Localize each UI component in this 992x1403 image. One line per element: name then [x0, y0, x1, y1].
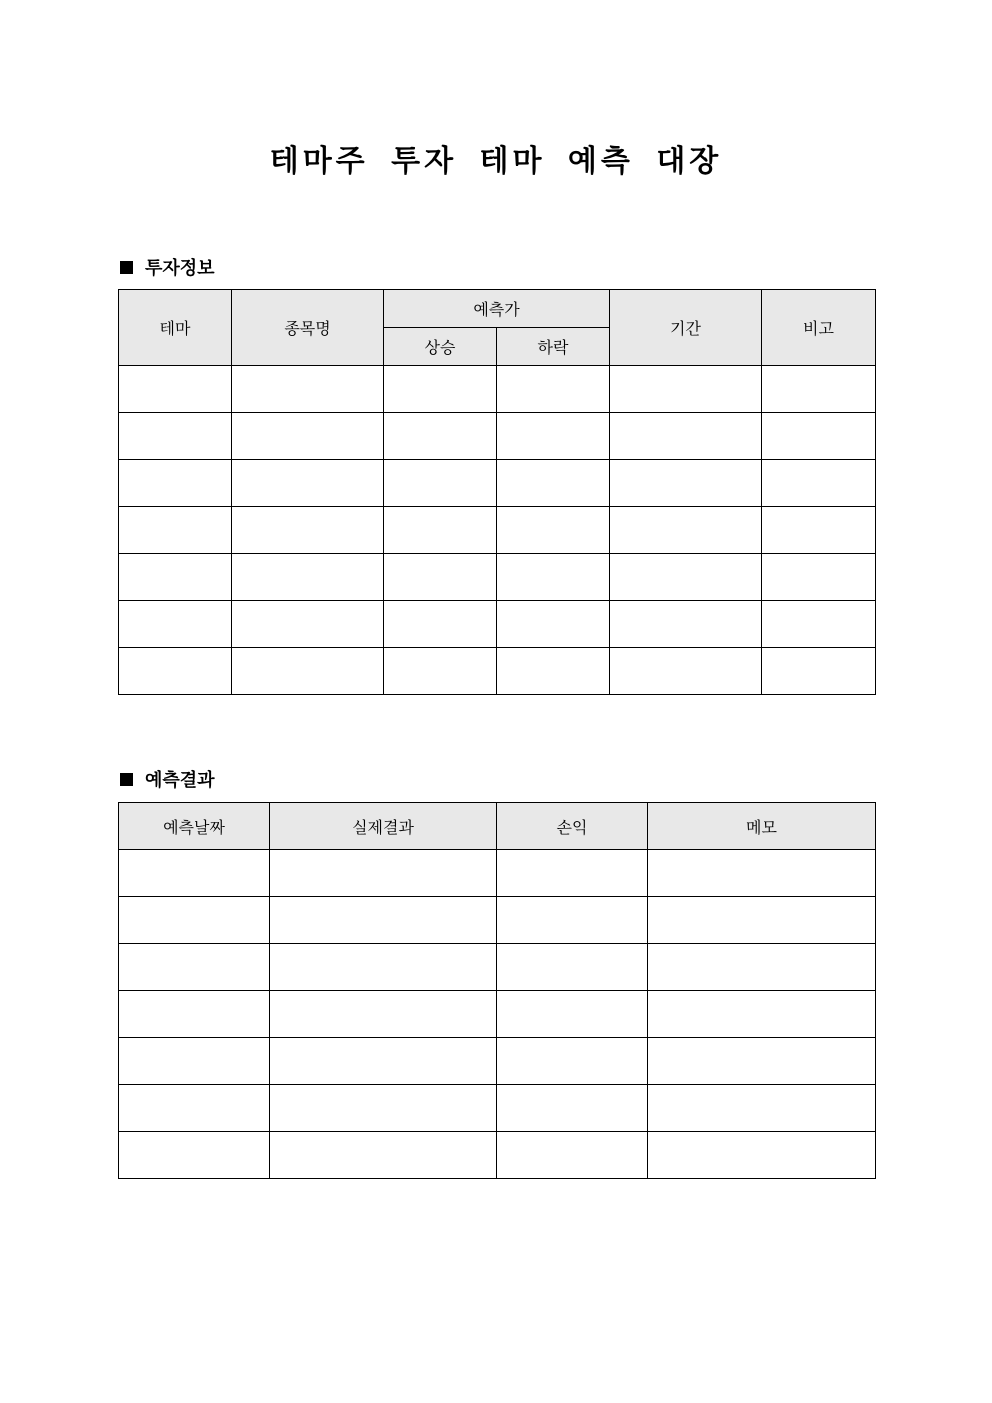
table-cell[interactable] [762, 413, 876, 460]
column-header-forecast-date: 예측날짜 [119, 803, 270, 850]
table-row [119, 366, 876, 413]
table-row [119, 944, 876, 991]
table-cell[interactable] [497, 554, 610, 601]
table-cell[interactable] [119, 601, 232, 648]
table-cell[interactable] [648, 991, 876, 1038]
column-header-forecast-price: 예측가 [384, 290, 610, 328]
table-cell[interactable] [232, 648, 384, 695]
table-cell[interactable] [762, 507, 876, 554]
table-cell[interactable] [497, 1085, 648, 1132]
table-cell[interactable] [497, 1132, 648, 1179]
table-cell[interactable] [270, 850, 497, 897]
column-header-theme: 테마 [119, 290, 232, 366]
table-cell[interactable] [762, 366, 876, 413]
table-cell[interactable] [610, 648, 762, 695]
table-cell[interactable] [610, 554, 762, 601]
table-cell[interactable] [270, 944, 497, 991]
table-cell[interactable] [119, 1038, 270, 1085]
table-cell[interactable] [497, 1038, 648, 1085]
table-row [119, 1132, 876, 1179]
square-bullet-icon [120, 773, 133, 786]
table-row [119, 601, 876, 648]
table-row [119, 460, 876, 507]
table-row [119, 1038, 876, 1085]
table-cell[interactable] [762, 648, 876, 695]
table-cell[interactable] [384, 366, 497, 413]
column-header-actual-result: 실제결과 [270, 803, 497, 850]
table-cell[interactable] [497, 413, 610, 460]
section-heading-forecast-results [118, 766, 215, 792]
column-header-fall: 하락 [497, 328, 610, 366]
table-row [119, 413, 876, 460]
table-cell[interactable] [762, 554, 876, 601]
table-cell[interactable] [119, 1132, 270, 1179]
table-cell[interactable] [384, 601, 497, 648]
table-cell[interactable] [497, 991, 648, 1038]
table-cell[interactable] [648, 850, 876, 897]
table-cell[interactable] [270, 991, 497, 1038]
table-row [119, 850, 876, 897]
table-cell[interactable] [762, 601, 876, 648]
table-cell[interactable] [384, 460, 497, 507]
table-cell[interactable] [232, 366, 384, 413]
table-cell[interactable] [497, 648, 610, 695]
table-row [119, 554, 876, 601]
column-header-remarks: 비고 [762, 290, 876, 366]
table-cell[interactable] [119, 648, 232, 695]
table-cell[interactable] [384, 554, 497, 601]
table-cell[interactable] [119, 554, 232, 601]
forecast-results-table [118, 802, 876, 1179]
table-cell[interactable] [648, 897, 876, 944]
column-header-stock-name: 종목명 [232, 290, 384, 366]
table-cell[interactable] [384, 648, 497, 695]
table-cell[interactable] [270, 897, 497, 944]
table-cell[interactable] [497, 460, 610, 507]
section-heading-investment-info [118, 254, 215, 280]
table-row [119, 897, 876, 944]
table-cell[interactable] [270, 1038, 497, 1085]
table-cell[interactable] [119, 944, 270, 991]
table-cell[interactable] [119, 413, 232, 460]
table-cell[interactable] [232, 601, 384, 648]
table-cell[interactable] [648, 1132, 876, 1179]
table-cell[interactable] [610, 413, 762, 460]
table-cell[interactable] [610, 460, 762, 507]
table-cell[interactable] [497, 601, 610, 648]
table-cell[interactable] [119, 366, 232, 413]
table-row [119, 648, 876, 695]
table-cell[interactable] [232, 554, 384, 601]
table-cell[interactable] [119, 897, 270, 944]
column-header-memo: 메모 [648, 803, 876, 850]
section-heading-label: 투자정보 [145, 258, 215, 279]
table-cell[interactable] [119, 991, 270, 1038]
table-cell[interactable] [119, 1085, 270, 1132]
square-bullet-icon [120, 261, 133, 274]
table-cell[interactable] [497, 366, 610, 413]
table-cell[interactable] [610, 366, 762, 413]
section-heading-label: 예측결과 [145, 770, 215, 791]
table-cell[interactable] [119, 507, 232, 554]
investment-info-table [118, 289, 876, 695]
table-cell[interactable] [610, 507, 762, 554]
table-cell[interactable] [610, 601, 762, 648]
table-cell[interactable] [119, 460, 232, 507]
table-cell[interactable] [119, 850, 270, 897]
table-row [119, 991, 876, 1038]
table-cell[interactable] [497, 897, 648, 944]
table-cell[interactable] [648, 944, 876, 991]
column-header-rise: 상승 [384, 328, 497, 366]
table-cell[interactable] [497, 850, 648, 897]
table-row [119, 507, 876, 554]
table-cell[interactable] [497, 507, 610, 554]
table-cell[interactable] [232, 460, 384, 507]
table-cell[interactable] [232, 413, 384, 460]
column-header-profit-loss: 손익 [497, 803, 648, 850]
table-cell[interactable] [497, 944, 648, 991]
table-cell[interactable] [384, 413, 497, 460]
column-header-period: 기간 [610, 290, 762, 366]
table-cell[interactable] [270, 1085, 497, 1132]
table-row [119, 1085, 876, 1132]
table-cell[interactable] [648, 1085, 876, 1132]
table-cell[interactable] [270, 1132, 497, 1179]
table-cell[interactable] [762, 460, 876, 507]
page-title: 테마주 투자 테마 예측 대장 [269, 144, 723, 179]
table-cell[interactable] [232, 507, 384, 554]
table-cell[interactable] [384, 507, 497, 554]
table-cell[interactable] [648, 1038, 876, 1085]
